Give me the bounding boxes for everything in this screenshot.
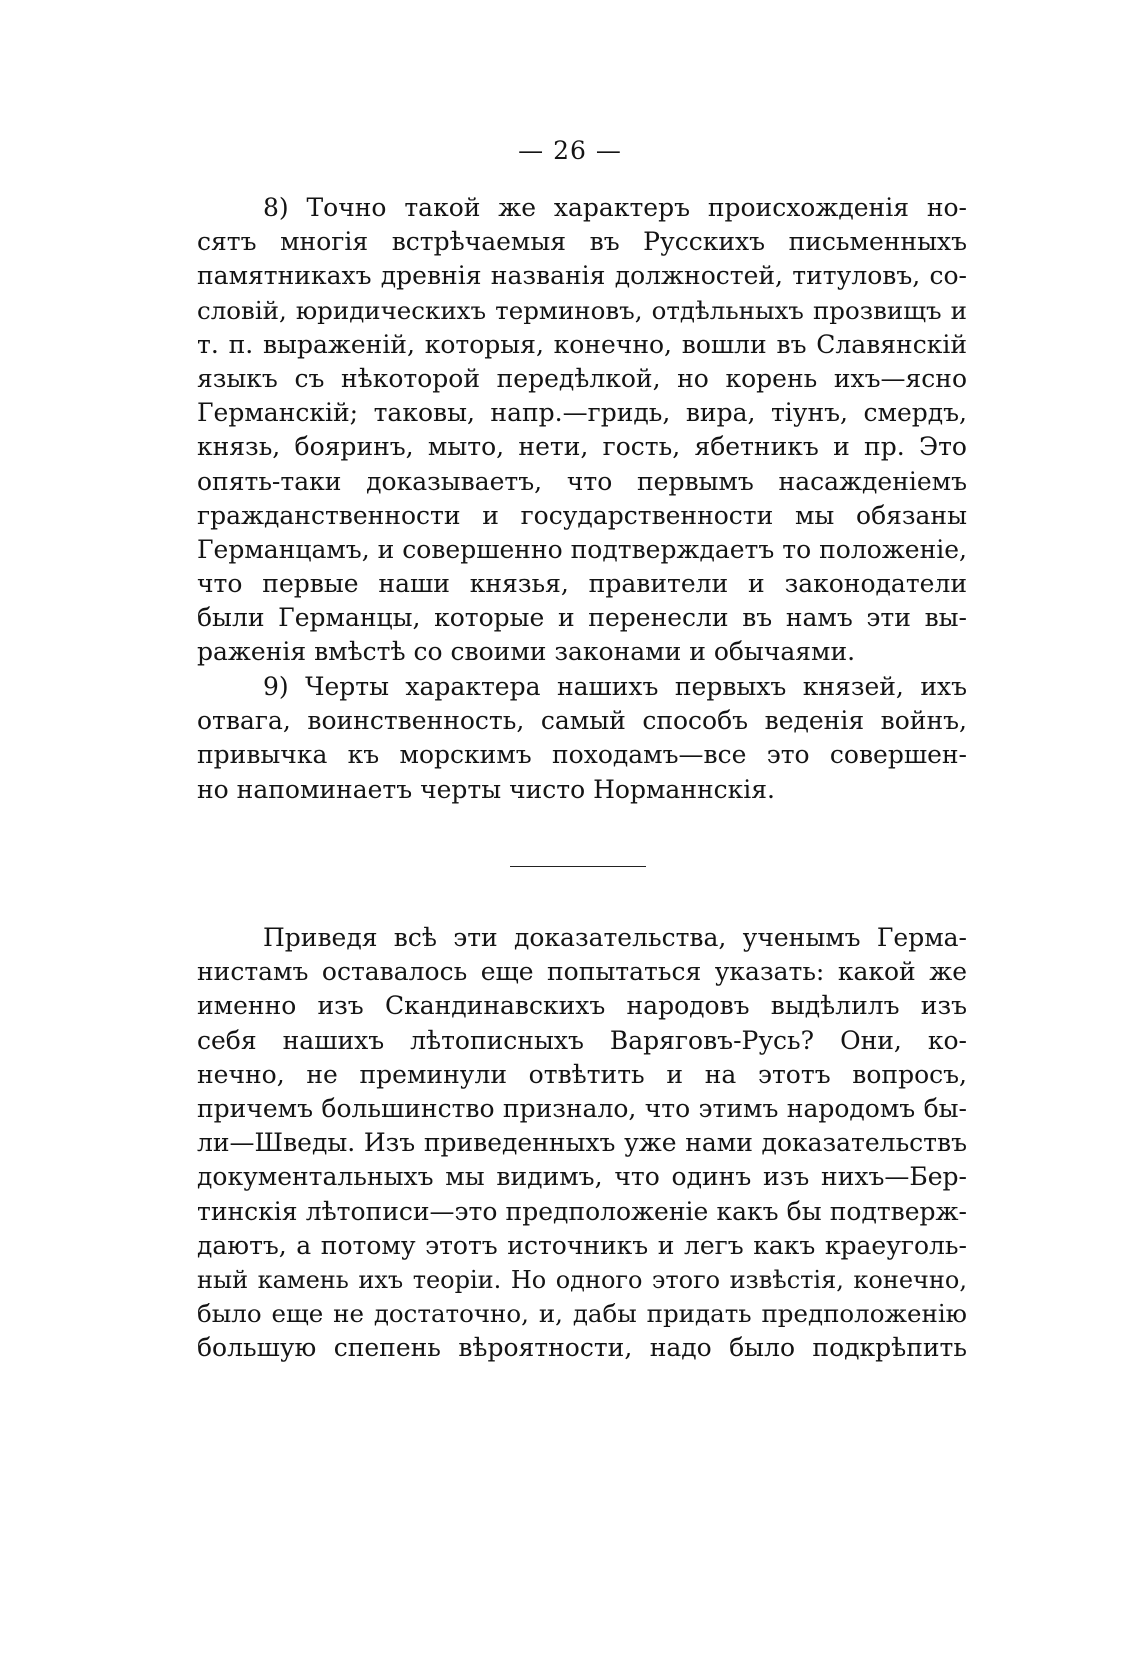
text-line: ный камень ихъ теоріи. Но одного этого извѣстія, конечно,: [197, 1265, 967, 1294]
paragraph-9: [197, 670, 967, 807]
text-line: причемъ большинство признало, что этимъ народомъ бы-: [197, 1093, 967, 1123]
text-line: князь, бояринъ, мыто, нети, гость, ябетникъ и пр. Это: [197, 432, 967, 462]
text-line: даютъ, а потому этотъ источникъ и легъ какъ краеуголь-: [197, 1230, 967, 1260]
text-line: что первые наши князья, правители и законодатели: [197, 569, 967, 599]
text-line: было еще не достаточно, и, дабы придать предположенію: [197, 1299, 967, 1329]
text-line: гражданственности и государственности мы обязаны: [197, 500, 967, 530]
text-line: были Германцы, которые и перенесли въ намъ эти вы-: [197, 603, 967, 633]
text-line: привычка къ морскимъ походамъ—все это совершен-: [197, 740, 967, 770]
text-line: отвага, воинственность, самый способъ веденія войнъ,: [197, 706, 967, 736]
text-line: 9) Черты характера нашихъ первыхъ князей, ихъ: [263, 672, 967, 701]
text-line: сятъ многія встрѣчаемыя въ Русскихъ письменныхъ: [197, 227, 967, 257]
text-line: Приведя всѣ эти доказательства, ученымъ Герма-: [263, 923, 967, 952]
paragraph-conclusion: [197, 921, 967, 1365]
section-divider: [510, 866, 646, 867]
text-line: опять-таки доказываетъ, что первымъ насажденіемъ: [197, 466, 967, 496]
text-line: т. п. выраженій, которыя, конечно, вошли въ Славянскій: [197, 329, 967, 359]
text-line: большую спепень вѣроятности, надо было подкрѣпить: [197, 1333, 967, 1363]
text-line: ли—Шведы. Изъ приведенныхъ уже нами доказательствъ: [197, 1128, 967, 1158]
text-line: но напоминаетъ черты чисто Норманнскія.: [197, 774, 775, 804]
text-line: словій, юридическихъ терминовъ, отдѣльныхъ прозвищъ и: [197, 295, 967, 325]
text-line: памятникахъ древнія названія должностей, титуловъ, со-: [197, 261, 967, 291]
text-line: нистамъ оставалось еще попытаться указать: какой же: [197, 957, 967, 987]
text-line: раженія вмѣстѣ со своими законами и обычаями.: [197, 637, 856, 667]
text-line: Германцамъ, и совершенно подтверждаетъ то положеніе,: [197, 534, 967, 564]
text-line: документальныхъ мы видимъ, что одинъ изъ нихъ—Бер-: [197, 1162, 967, 1192]
text-line: тинскія лѣтописи—это предположеніе какъ бы подтверж-: [197, 1196, 967, 1226]
text-line: языкъ съ нѣкоторой передѣлкой, но корень ихъ—ясно: [197, 363, 967, 393]
text-line: 8) Точно такой же характеръ происхожденія но-: [263, 193, 967, 222]
text-line: Германскій; таковы, напр.—гридь, вира, тіунъ, смердъ,: [197, 398, 967, 428]
text-line: себя нашихъ лѣтописныхъ Варяговъ-Русь? Они, ко-: [197, 1025, 967, 1055]
text-line: нечно, не преминули отвѣтить и на этотъ вопросъ,: [197, 1059, 967, 1089]
page-number: — 26 —: [518, 136, 622, 165]
text-line: именно изъ Скандинавскихъ народовъ выдѣлилъ изъ: [197, 991, 967, 1021]
paragraph-8: [197, 191, 967, 670]
